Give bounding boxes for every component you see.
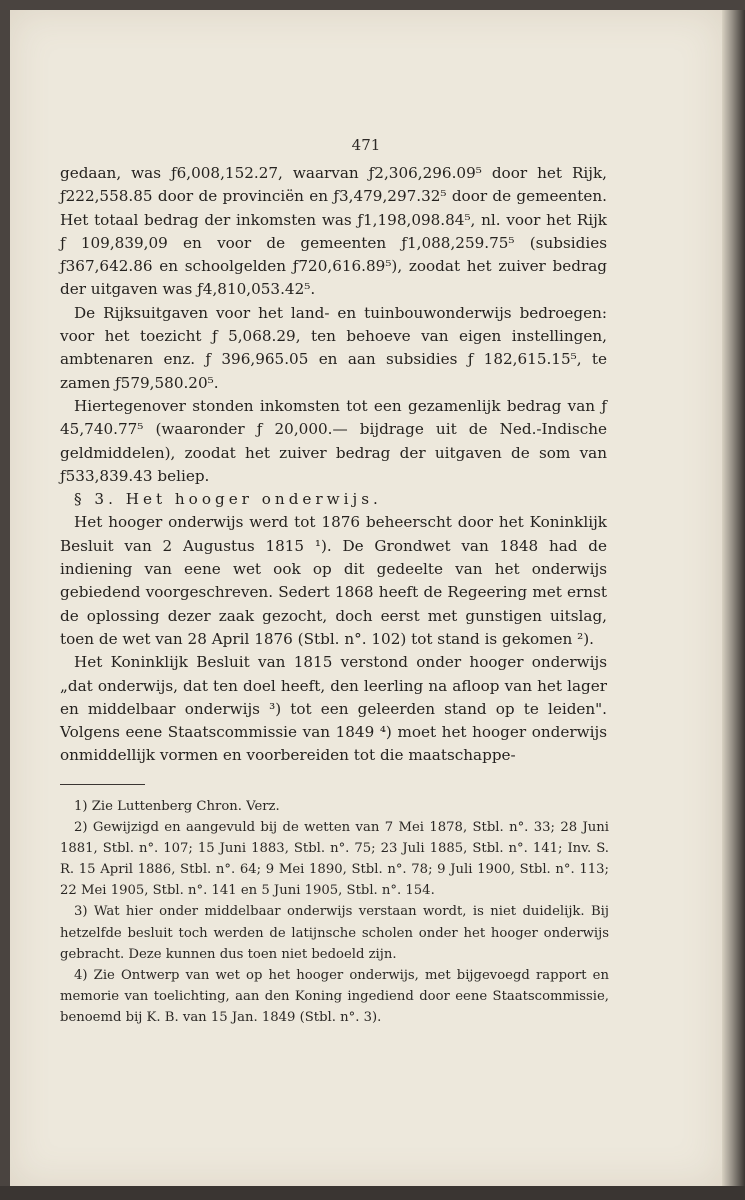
book-page [10, 10, 722, 1186]
footnote-2: 2) Gewijzigd en aangevuld bij de wetten van 7 Mei 1878, Stbl. n°. 33; 28 Juni 1881, Stbl. n°. 107; 15 Juni 1883, Stbl. n°. 75; 23 Juli 1885, Stbl. n°. 141; Inv. S. R. 15 April 1886, Stbl. n°. 64; 9 Mei 1890, Stbl. n°. 78; 9 Juli 1900, Stbl. n°. 113; 22 Mei 1905, Stbl. n°. 141 en 5 Juni 1905, Stbl. n°. 154. [60, 820, 609, 899]
page-edge-right [722, 10, 745, 1186]
paragraph-budget-totals: gedaan, was ƒ6,008,152.27, waarvan ƒ2,306,296.09⁵ door het Rijk, ƒ222,558.85 door de provinciën en ƒ3,479,297.32⁵ door de gemeenten. Het totaal bedrag der inkomsten was ƒ1,198,098.84⁵, nl. voor het Rijk ƒ 109,839,09 en voor de gemeenten ƒ1,088,259.75⁵ (subsidies ƒ367,642.86 en schoolgelden ƒ720,616.89⁵), zoodat het zuiver bedrag der uitgaven was ƒ4,810,053.42⁵. [60, 164, 607, 299]
footnote-divider [60, 784, 145, 785]
section-title: § 3. Het hooger onderwijs. [74, 490, 382, 509]
footnote-4: 4) Zie Ontwerp van wet op het hooger onderwijs, met bijgevoegd rapport en memorie van toelichting, aan den Koning ingediend door eene Staatscommissie, benoemd bij K. B. van 15 Jan. 1849 (Stbl. n°. 3). [60, 967, 609, 1025]
footnote-3: 3) Wat hier onder middelbaar onderwijs verstaan wordt, is niet duidelijk. Bij hetzelfde besluit toch werden de latijnsche scholen onder het hooger onderwijs gebracht. Deze kunnen dus toen niet bedoeld zijn. [60, 904, 609, 962]
page-number: 471 [351, 136, 381, 154]
paragraph-higher-education-history: Het hooger onderwijs werd tot 1876 beheerscht door het Koninklijk Besluit van 2 Augustus 1815 ¹). De Grondwet van 1848 had de indiening van eene wet ook op dit gedeelte van het onderwijs gebiedend voorgeschreven. Sedert 1868 heeft de Regeering met ernst de oplossing dezer zaak gezocht, doch eerst met gunstigen uitslag, toen de wet van 28 April 1876 (Stbl. n°. 102) tot stand is gekomen ²). [60, 513, 607, 648]
paragraph-income: Hiertegenover stonden inkomsten tot een gezamenlijk bedrag van ƒ 45,740.77⁵ (waaronder ƒ 20,000.— bijdrage uit de Ned.-Indische geldmiddelen), zoodat het zuiver bedrag der uitgaven de som van ƒ533,839.43 beliep. [60, 396, 607, 485]
main-text [60, 162, 607, 768]
page-edge-bottom [0, 1186, 745, 1200]
footnote-1: 1) Zie Luttenberg Chron. Verz. [74, 799, 280, 814]
paragraph-state-expenses: De Rijksuitgaven voor het land- en tuinbouwonderwijs bedroegen: voor het toezicht ƒ 5,068.29, ten behoeve van eigen instellingen, ambtenaren enz. ƒ 396,965.05 en aan subsidies ƒ 182,615.15⁵, te zamen ƒ579,580.20⁵. [60, 303, 607, 392]
footnotes [60, 796, 609, 1028]
paragraph-royal-decree: Het Koninklijk Besluit van 1815 verstond onder hooger onderwijs „dat onderwijs, dat ten doel heeft, den leerling na afloop van het lager en middelbaar onderwijs ³) tot een geleerden stand op te leiden". Volgens eene Staatscommissie van 1849 ⁴) moet het hooger onderwijs onmiddellijk vormen en voorbereiden tot die maatschappe- [60, 653, 607, 765]
